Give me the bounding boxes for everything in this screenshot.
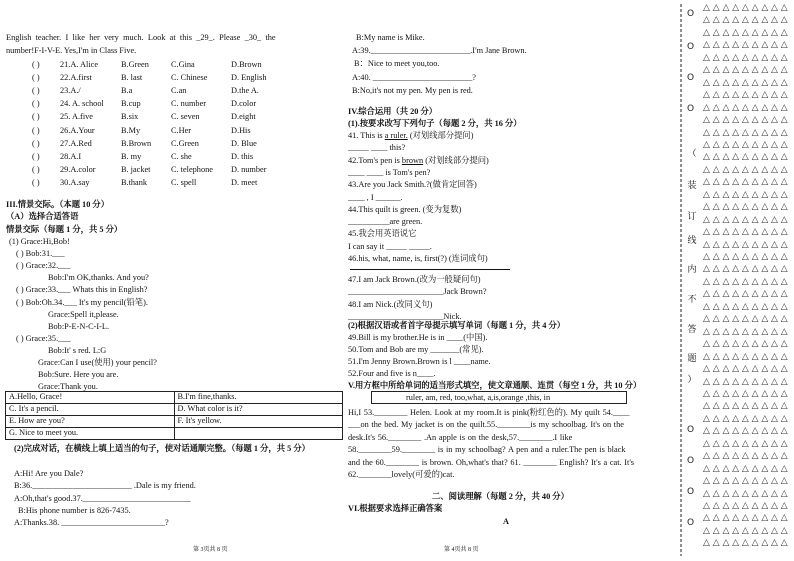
mc-d: D. meet: [231, 177, 258, 187]
triangle-row: △△△△△△△△△: [703, 488, 791, 499]
circle-mark: O: [687, 425, 695, 435]
mc-c: C. she: [171, 151, 192, 161]
option-cell: D. What color is it?: [174, 404, 343, 416]
rewrite-line: [348, 194, 403, 202]
mc-d: D. Blue: [231, 138, 257, 148]
mc-d: D.His: [231, 125, 251, 135]
mc-bracket: ( ): [32, 112, 40, 122]
mc-d: D.eight: [231, 112, 256, 122]
section-3-2-title: (2)完成对话，在横线上填上适当的句子，使对话通顺完整。（每题 1 分，共 5 分）: [14, 444, 310, 453]
mc-c: C. seven: [171, 112, 200, 122]
para-line-2: number!F-I-V-E. Yes,I'm in Class Five.: [6, 46, 137, 55]
section-5-title: V.用方框中所给单词的适当形式填空，使文章通顺、连贯（每空 1 分，共 10 分）: [348, 381, 642, 390]
triangle-row: △△△△△△△△△: [703, 102, 791, 113]
mc-b: B.Green: [121, 60, 149, 69]
triangle-row: △△△△△△△△△: [703, 77, 791, 88]
mc-b: B.Brown: [121, 138, 152, 148]
mc-q: 25. A.five: [60, 112, 93, 122]
rewrite-line: [348, 157, 489, 165]
triangle-row: △△△△△△△△△: [703, 189, 791, 200]
section-3a-title: （A）选择合适答语: [6, 212, 79, 221]
rewrite-line: [348, 169, 430, 177]
mc-b: B. last: [121, 73, 143, 83]
triangle-row: △△△△△△△△△: [703, 152, 791, 163]
options-row: [6, 416, 343, 428]
triangle-row: △△△△△△△△△: [703, 339, 791, 350]
binding-char: 线: [687, 236, 697, 246]
rewrite-line: [348, 243, 432, 251]
mc-d: D. English: [231, 73, 267, 83]
rewrite-text: ____ , I ______.: [348, 192, 403, 202]
circle-mark: O: [687, 9, 695, 19]
triangle-row: △△△△△△△△△: [703, 227, 791, 238]
mc-d: D.Brown: [231, 60, 262, 69]
dialog-line: B:My name is Mike.: [356, 33, 425, 42]
mc-d: D. number: [231, 164, 267, 174]
underlined-part: brown: [401, 155, 424, 165]
passage-line: and the 60.________ is brown. Oh,what's that? 61. ________ English? It's a cat. It's: [348, 457, 635, 467]
passage-line: ___on the bed. My jacket is on the quilt.55.________is my schoolbag. It's on the: [348, 420, 624, 430]
binding-char: 订: [687, 212, 697, 222]
triangle-row: △△△△△△△△△: [703, 202, 791, 213]
rewrite-text: 44.This quilt is green. (变为复数): [348, 204, 462, 214]
rewrite-line: [348, 132, 473, 140]
triangle-row: △△△△△△△△△: [703, 451, 791, 462]
rewrite-line: 48.I am Nick.(改同义句): [348, 299, 433, 309]
mc-bracket: ( ): [32, 99, 40, 109]
dialog-line: ( ) Bob:31.___: [16, 249, 65, 259]
circle-mark: O: [687, 104, 695, 114]
rewrite-line: [348, 206, 461, 214]
triangle-row: △△△△△△△△△: [703, 513, 791, 524]
mc-q: 23.A./: [60, 86, 81, 96]
mc-b: B.six: [121, 112, 139, 122]
binding-char: 内: [687, 265, 697, 275]
triangle-row: △△△△△△△△△: [703, 301, 791, 312]
triangle-row: △△△△△△△△△: [703, 351, 791, 362]
circle-mark: O: [687, 42, 695, 52]
option-cell: B.I'm fine,thanks.: [174, 392, 343, 404]
para-line-1: English teacher. I like her very much. Look at this _29_. Please _30_ the: [6, 33, 276, 42]
dialog-line: (1) Grace:Hi,Bob!: [9, 237, 70, 246]
mc-b: B. jacket: [121, 164, 151, 174]
rewrite-line: [348, 181, 477, 189]
mc-bracket: ( ): [32, 86, 40, 96]
mc-q: 22.A.first: [60, 73, 92, 83]
dialog-line: Bob:It' s red. L:G: [48, 345, 107, 355]
section-6-passage-label: A: [503, 517, 509, 526]
mc-b: B.My: [121, 125, 141, 135]
options-row: [6, 428, 343, 440]
rewrite-text: 45.我会用英语说它: [348, 229, 417, 239]
binding-char: 不: [687, 295, 697, 305]
mc-q: 24. A. school: [60, 99, 104, 109]
mc-q: 30.A.say: [60, 177, 90, 187]
rewrite-line: _______________________Nick.: [348, 311, 462, 321]
circle-mark: O: [687, 73, 695, 83]
option-cell: [174, 428, 343, 440]
mc-q: 21.A. Alice: [60, 60, 99, 69]
section-4-title: IV.综合运用（共 20 分）: [348, 107, 438, 116]
mc-c: C. number: [171, 99, 207, 109]
rewrite-text: __________are green.: [348, 217, 423, 227]
mc-b: B. my: [121, 151, 142, 161]
option-cell: A.Hello, Grace!: [6, 392, 175, 404]
dialog-line: B:36.________________________ .Dale is my friend.: [14, 481, 196, 491]
triangle-row: △△△△△△△△△: [703, 276, 791, 287]
mc-q: 26.A.Your: [60, 125, 95, 135]
mc-c: C.Gina: [171, 60, 195, 69]
fill-line: 49.Bill is my brother.He is in ____(中国).: [348, 333, 488, 342]
triangle-row: △△△△△△△△△: [703, 40, 791, 51]
dialog-line: Bob:I'm OK,thanks. And you?: [48, 273, 149, 283]
binding-dashed-line: [680, 4, 682, 556]
mc-c: C.an: [171, 86, 187, 96]
triangle-row: △△△△△△△△△: [703, 401, 791, 412]
mc-d: D.color: [231, 99, 257, 109]
triangle-row: △△△△△△△△△: [703, 438, 791, 449]
option-cell: G. Nice to meet you.: [6, 428, 175, 440]
mc-q: 28.A.I: [60, 151, 82, 161]
mc-bracket: ( ): [32, 73, 40, 83]
triangle-row: △△△△△△△△△: [703, 264, 791, 275]
dialog-line: B：Nice to meet you,too.: [354, 59, 440, 69]
rewrite-note: (对划线部分提问): [407, 131, 474, 140]
dialog-line: ( ) Grace:33.___ Whats this in English?: [16, 285, 148, 295]
binding-char: （: [687, 149, 697, 159]
mc-b: B.cup: [121, 99, 141, 109]
triangle-row: △△△△△△△△△: [703, 239, 791, 250]
page-number-middle: 第 4页共 8 页: [444, 547, 479, 553]
fill-line: 52.Four and five is n____.: [348, 369, 436, 379]
mc-q: 29.A.color: [60, 164, 96, 174]
triangle-row: △△△△△△△△△: [703, 252, 791, 262]
dialog-line: A:Hi! Are you Dale?: [14, 469, 84, 478]
section-3-title: III.情景交际。（本题 10 分）: [6, 200, 110, 209]
triangle-row: △△△△△△△△△: [703, 326, 791, 337]
rewrite-text: _____ ____ this?: [348, 143, 406, 153]
dialog-line: A:Thanks.38. _________________________?: [14, 518, 169, 528]
dialog-line: ( ) Grace:35.___: [16, 333, 71, 343]
binding-char: 答: [687, 325, 697, 335]
dialog-line: A:Oh,that's good.37.__________________________: [14, 493, 191, 503]
rewrite-line: _______________________Jack Brown?: [348, 287, 487, 297]
section-4-1-title: (1).按要求改写下列句子（每题 2 分，共 16 分）: [348, 119, 522, 128]
triangle-row: △△△△△△△△△: [703, 65, 791, 76]
rewrite-text: 46.his, what, name, is, first(?) (连词成句): [348, 254, 488, 263]
dialog-line: B:No,it's not my pen. My pen is red.: [352, 85, 473, 95]
mc-bracket: ( ): [32, 60, 40, 69]
binding-char: 装: [687, 181, 697, 191]
triangle-row: △△△△△△△△△: [703, 538, 791, 549]
dialog-line: A:39.________________________.I'm Jane Brown.: [352, 46, 527, 56]
rewrite-line: 47.I am Jack Brown.(改为一般疑问句): [348, 275, 481, 284]
dialog-line: Grace:Spell it,please.: [48, 309, 119, 319]
mc-d: D.the A.: [231, 86, 259, 96]
rewrite-line: [348, 255, 488, 263]
triangle-row: △△△△△△△△△: [703, 52, 791, 63]
triangle-row: △△△△△△△△△: [703, 214, 791, 225]
passage-line: 62.________lovely(可爱的)cat.: [348, 470, 455, 479]
triangle-row: △△△△△△△△△: [703, 3, 791, 13]
triangle-row: △△△△△△△△△: [703, 27, 791, 38]
part-2-title: 二、阅读理解（每题 2 分，共 40 分）: [432, 492, 569, 501]
passage-line: Hi,I 53.________ Helen. Look at my room.It is pink(粉红色的). My quilt 54.____: [348, 408, 630, 417]
triangle-row: △△△△△△△△△: [703, 15, 791, 26]
mc-bracket: ( ): [32, 138, 40, 148]
answer-line-46: [350, 269, 510, 270]
section-4-2-title: (2)根据汉语或者首字母提示填写单词（每题 1 分，共 4 分）: [348, 321, 566, 330]
triangle-row: △△△△△△△△△: [703, 364, 791, 375]
triangle-row: △△△△△△△△△: [703, 476, 791, 487]
options-row: [6, 392, 343, 404]
triangle-row: △△△△△△△△△: [703, 501, 791, 511]
binding-char: ）: [687, 375, 697, 385]
underlined-part: a ruler.: [384, 131, 408, 140]
dialog-line: Grace:Can I use(使用) your pencil?: [38, 358, 157, 367]
mc-q: 27.A.Red: [60, 138, 92, 148]
triangle-row: △△△△△△△△△: [703, 314, 791, 325]
rewrite-text: ____ ____ is Tom's pen?: [348, 167, 431, 177]
dialog-line: Bob:Sure. Here you are.: [38, 370, 119, 380]
triangle-row: △△△△△△△△△: [703, 115, 791, 126]
rewrite-line: [348, 218, 422, 226]
dialog-line: A:40. ________________________?: [352, 72, 476, 82]
option-cell: C. It's a pencil.: [6, 404, 175, 416]
mc-b: B.a: [121, 86, 133, 96]
mc-bracket: ( ): [32, 177, 40, 187]
triangle-row: △△△△△△△△△: [703, 90, 791, 101]
option-cell: E. How are you?: [6, 416, 175, 428]
mc-bracket: ( ): [32, 151, 40, 161]
triangle-row: △△△△△△△△△: [703, 413, 791, 424]
mc-bracket: ( ): [32, 164, 40, 174]
mc-c: C.Her: [171, 125, 192, 135]
triangle-row: △△△△△△△△△: [703, 426, 791, 437]
rewrite-note: (对划线部分提问): [423, 155, 489, 165]
fill-line: 50.Tom and Bob are my _______(常见).: [348, 345, 484, 355]
dialog-line: ( ) Bob:Oh.34.___ It's my pencil(铅笔).: [16, 297, 148, 307]
rewrite-text: 42.Tom's pen is: [348, 155, 402, 165]
fill-line: 51.I'm Jenny Brown.Brown is l ____name.: [348, 357, 491, 367]
triangle-row: △△△△△△△△△: [703, 525, 791, 536]
circle-mark: O: [687, 518, 695, 528]
dialog-line: ( ) Grace:32.___: [16, 261, 71, 271]
mc-c: C.Green: [171, 138, 199, 148]
options-table: [5, 391, 343, 440]
triangle-row: △△△△△△△△△: [703, 388, 791, 399]
rewrite-text: 41. This is: [348, 131, 385, 140]
mc-c: C. Chinese: [171, 73, 208, 83]
passage-line: desk.It's 56.________ .An apple is on the desk,57.________.I like: [348, 432, 573, 442]
option-cell: F. It's yellow.: [174, 416, 343, 428]
triangle-row: △△△△△△△△△: [703, 177, 791, 188]
dialog-line: B:His phone number is 826-7435.: [18, 505, 131, 515]
passage-line: 58.________59.________ is in my schoolbag? A pen and a ruler.The pen is black: [348, 445, 626, 455]
triangle-row: △△△△△△△△△: [703, 376, 791, 387]
rewrite-line: [348, 144, 405, 152]
dialog-line: Grace:Thank you.: [38, 382, 98, 392]
section-6-title: VI.根据要求选择正确答案: [348, 504, 443, 513]
rewrite-text: 43.Are you Jack Smith.?(做肯定回答): [348, 180, 477, 190]
dialog-line: Bob:P-E-N-C-I-L.: [48, 321, 110, 331]
rewrite-text: I can say it _____ _____.: [348, 241, 432, 251]
triangle-row: △△△△△△△△△: [703, 139, 791, 150]
section-3-subtitle: 情景交际（每题 1 分，共 5 分）: [6, 225, 123, 234]
rewrite-line: [348, 230, 416, 238]
word-box-text: ruler, am, red, too,what, a,is,orange ,this, in: [406, 393, 551, 402]
mc-b: B.thank: [121, 177, 148, 187]
word-box: [371, 391, 627, 404]
triangle-row: △△△△△△△△△: [703, 127, 791, 138]
circle-mark: O: [687, 487, 695, 497]
mc-c: C. telephone: [171, 164, 213, 174]
mc-bracket: ( ): [32, 125, 40, 135]
mc-d: D. this: [231, 151, 254, 161]
binding-char: 题: [687, 354, 697, 364]
page-number-left: 第 3页共 8 页: [193, 547, 228, 553]
circle-mark: O: [687, 456, 695, 466]
mc-c: C. spell: [171, 177, 197, 187]
triangle-row: △△△△△△△△△: [703, 463, 791, 474]
triangle-row: △△△△△△△△△: [703, 164, 791, 175]
options-row: [6, 404, 343, 416]
triangle-row: △△△△△△△△△: [703, 289, 791, 300]
